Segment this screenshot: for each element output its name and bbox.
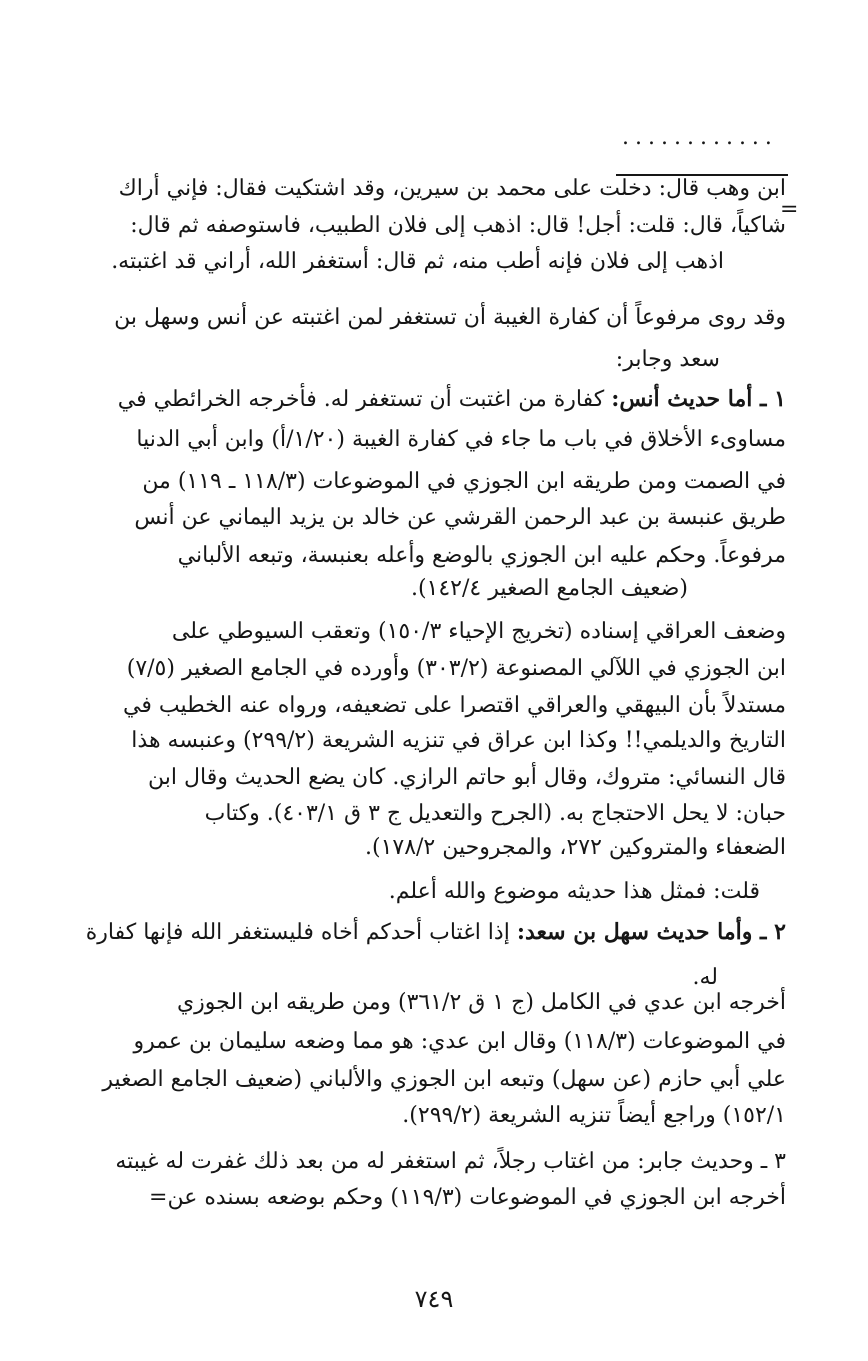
text-line: (ضعيف الجامع الصغير ١٤٢/٤). bbox=[410, 576, 688, 601]
text-line: شاكياً، قال: قلت: أجل! قال: اذهب إلى فلان الطبيب، فاستوصفه ثم قال: bbox=[130, 213, 786, 238]
item-3-first-line: ٣ ـ وحديث جابر: من اغتاب رجلاً، ثم استغفر له من بعد ذلك غفرت له غيبته bbox=[115, 1149, 786, 1174]
text-line: مستدلاً بأن البيهقي والعراقي اقتصرا على تضعيفه، ورواه عنه الخطيب في bbox=[123, 693, 786, 718]
text-line: وضعف العراقي إسناده (تخريج الإحياء ١٥٠/٣) وتعقب السيوطي على bbox=[171, 619, 786, 644]
item-heading: ٢ ـ وأما حديث سهل بن سعد: bbox=[516, 919, 786, 945]
item-text: إذا اغتاب أحدكم أخاه فليستغفر الله فإنها كفارة bbox=[85, 920, 510, 945]
item-text: كفارة من اغتبت أن تستغفر له. فأخرجه الخرائطي في bbox=[117, 387, 605, 412]
page-number: ٧٤٩ bbox=[414, 1285, 454, 1313]
item-heading: ١ ـ أما حديث أنس: bbox=[611, 386, 786, 412]
text-line: ابن الجوزي في اللآلي المصنوعة (٣٠٣/٢) وأورده في الجامع الصغير (٧/٥) bbox=[126, 656, 786, 681]
item-2-first-line bbox=[86, 914, 786, 951]
text-line: أخرجه ابن عدي في الكامل (ج ١ ق ٣٦١/٢) ومن طريقه ابن الجوزي bbox=[176, 990, 786, 1015]
text-line: قلت: فمثل هذا حديثه موضوع والله أعلم. bbox=[388, 879, 760, 904]
text-line: قال النسائي: متروك، وقال أبو حاتم الرازي. كان يضع الحديث وقال ابن bbox=[148, 765, 786, 790]
text-line: اذهب إلى فلان فإنه أطب منه، ثم قال: أستغفر الله، أراني قد اغتبته. bbox=[111, 249, 724, 274]
text-line: في الصمت ومن طريقه ابن الجوزي في الموضوعات (١١٨/٣ ـ ١١٩) من bbox=[142, 469, 786, 494]
text-line: علي أبي حازم (عن سهل) وتبعه ابن الجوزي والألباني (ضعيف الجامع الصغير bbox=[102, 1067, 786, 1092]
text-line: في الموضوعات (١١٨/٣) وقال ابن عدي: هو مما وضعه سليمان بن عمرو bbox=[133, 1029, 786, 1054]
text-line: ١٥٢/١) وراجع أيضاً تنزيه الشريعة (٢٩٩/٢). bbox=[402, 1103, 786, 1128]
text-line: التاريخ والديلمي!! وكذا ابن عراق في تنزيه الشريعة (٢٩٩/٢) وعنبسه هذا bbox=[131, 728, 786, 753]
footnote-dots: ............ bbox=[622, 125, 778, 150]
text-line: مساوىء الأخلاق في باب ما جاء في كفارة الغيبة (١/٢٠/أ) وابن أبي الدنيا bbox=[136, 427, 786, 452]
text-line: ابن وهب قال: دخلت على محمد بن سيرين، وقد اشتكيت فقال: فإني أراك bbox=[118, 176, 786, 201]
text-line: أخرجه ابن الجوزي في الموضوعات (١١٩/٣) وحكم بوضعه بسنده عن= bbox=[149, 1185, 786, 1210]
text-line: الضعفاء والمتروكين ٢٧٢، والمجروحين ١٧٨/٢). bbox=[364, 835, 786, 860]
item-1-first-line bbox=[86, 381, 786, 418]
text-line: حبان: لا يحل الاحتجاج به. (الجرح والتعديل ج ٣ ق ٤٠٣/١). وكتاب bbox=[204, 801, 786, 826]
text-line: له. bbox=[692, 965, 718, 990]
continuation-marker: = bbox=[780, 197, 799, 222]
text-line: سعد وجابر: bbox=[615, 347, 720, 372]
text-line: طريق عنبسة بن عبد الرحمن القرشي عن خالد بن يزيد اليماني عن أنس bbox=[134, 505, 786, 530]
text-line: مرفوعاً. وحكم عليه ابن الجوزي بالوضع وأعله بعنبسة، وتبعه الألباني bbox=[177, 543, 786, 568]
text-line: وقد روى مرفوعاً أن كفارة الغيبة أن تستغفر لمن اغتبته عن أنس وسهل بن bbox=[114, 305, 786, 330]
